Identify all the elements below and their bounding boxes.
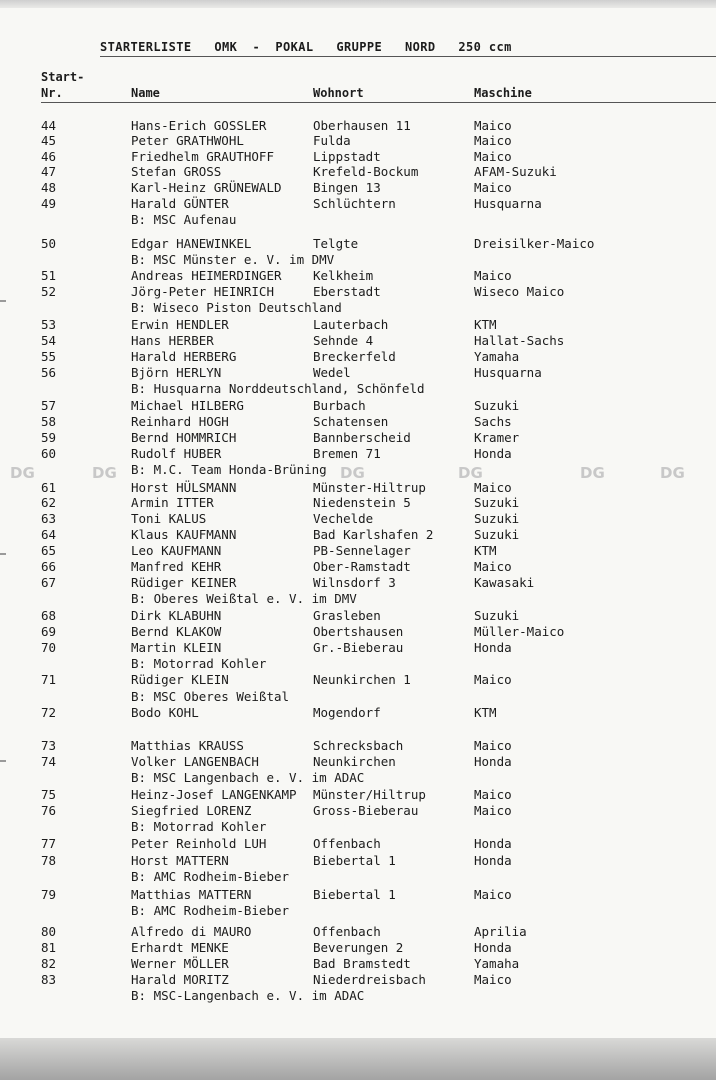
maschine: KTM xyxy=(474,543,497,558)
rider-name: Horst HÜLSMANN xyxy=(131,480,237,495)
table-row xyxy=(0,317,716,332)
table-row xyxy=(0,480,716,495)
table-row xyxy=(0,511,716,526)
table-row xyxy=(0,430,716,445)
start-number: 48 xyxy=(41,180,57,195)
start-number: 74 xyxy=(41,754,57,769)
start-number: 65 xyxy=(41,543,57,558)
sponsor-note: B: MSC-Langenbach e. V. im ADAC xyxy=(131,988,365,1003)
maschine: Maico xyxy=(474,149,512,164)
start-number: 54 xyxy=(41,333,57,348)
table-row xyxy=(0,414,716,429)
maschine: Honda xyxy=(474,853,512,868)
bleed-through-watermark-band: DG DG DG DG DG DG xyxy=(10,464,685,482)
table-row xyxy=(0,196,716,211)
wohnort: Bad Bramstedt xyxy=(313,956,411,971)
maschine: Aprilia xyxy=(474,924,527,939)
maschine: Maico xyxy=(474,972,512,987)
col-header-name: Name xyxy=(131,86,160,100)
wohnort: Wedel xyxy=(313,365,351,380)
start-number: 82 xyxy=(41,956,57,971)
wohnort: Gr.-Bieberau xyxy=(313,640,404,655)
rider-name: Volker LANGENBACH xyxy=(131,754,259,769)
header-underline xyxy=(41,102,716,103)
maschine: Suzuki xyxy=(474,527,520,542)
rider-name: Matthias KRAUSS xyxy=(131,738,244,753)
wohnort: Burbach xyxy=(313,398,366,413)
wohnort: Neunkirchen xyxy=(313,754,396,769)
rider-name: Reinhard HOGH xyxy=(131,414,229,429)
wohnort: Münster/Hiltrup xyxy=(313,787,426,802)
table-row xyxy=(0,836,716,851)
start-number: 57 xyxy=(41,398,57,413)
rider-name: Werner MÖLLER xyxy=(131,956,229,971)
rider-name: Andreas HEIMERDINGER xyxy=(131,268,282,283)
maschine: Hallat-Sachs xyxy=(474,333,565,348)
start-number: 66 xyxy=(41,559,57,574)
start-number: 44 xyxy=(41,118,57,133)
table-row xyxy=(0,672,716,687)
start-number: 72 xyxy=(41,705,57,720)
rider-name: Leo KAUFMANN xyxy=(131,543,222,558)
table-row xyxy=(0,972,716,987)
table-row xyxy=(0,180,716,195)
table-row xyxy=(0,527,716,542)
wohnort: Niederdreisbach xyxy=(313,972,426,987)
rider-name: Armin ITTER xyxy=(131,495,214,510)
col-header-wohnort: Wohnort xyxy=(313,86,364,100)
rider-name: Horst MATTERN xyxy=(131,853,229,868)
wohnort: Eberstadt xyxy=(313,284,381,299)
sponsor-note-row xyxy=(0,770,716,785)
wohnort: Fulda xyxy=(313,133,351,148)
rider-name: Hans-Erich GOSSLER xyxy=(131,118,267,133)
table-row xyxy=(0,803,716,818)
maschine: Maico xyxy=(474,118,512,133)
wohnort: Obertshausen xyxy=(313,624,404,639)
start-number: 69 xyxy=(41,624,57,639)
sponsor-note-row xyxy=(0,988,716,1003)
maschine: Sachs xyxy=(474,414,512,429)
rider-name: Rudolf HUBER xyxy=(131,446,222,461)
maschine: Suzuki xyxy=(474,495,520,510)
sponsor-note-row xyxy=(0,819,716,834)
start-number: 81 xyxy=(41,940,57,955)
start-number: 75 xyxy=(41,787,57,802)
maschine: Suzuki xyxy=(474,511,520,526)
maschine: Maico xyxy=(474,559,512,574)
wohnort: Sehnde 4 xyxy=(313,333,374,348)
start-number: 62 xyxy=(41,495,57,510)
table-row xyxy=(0,559,716,574)
rider-name: Heinz-Josef LANGENKAMP xyxy=(131,787,297,802)
wohnort: Schatensen xyxy=(313,414,389,429)
wohnort: Biebertal 1 xyxy=(313,887,396,902)
maschine: Honda xyxy=(474,940,512,955)
start-number: 51 xyxy=(41,268,57,283)
maschine: Maico xyxy=(474,738,512,753)
table-row xyxy=(0,956,716,971)
table-row xyxy=(0,365,716,380)
rider-name: Edgar HANEWINKEL xyxy=(131,236,252,251)
table-row xyxy=(0,149,716,164)
maschine: Honda xyxy=(474,754,512,769)
rider-name: Erhardt MENKE xyxy=(131,940,229,955)
rider-name: Stefan GROSS xyxy=(131,164,222,179)
table-row xyxy=(0,624,716,639)
wohnort: Bingen 13 xyxy=(313,180,381,195)
maschine: Maico xyxy=(474,133,512,148)
list-title: STARTERLISTE OMK - POKAL GRUPPE NORD 250 ccm xyxy=(100,40,512,54)
table-row xyxy=(0,705,716,720)
table-row xyxy=(0,118,716,133)
maschine: Suzuki xyxy=(474,608,520,623)
start-number: 77 xyxy=(41,836,57,851)
rider-name: Dirk KLABUHN xyxy=(131,608,222,623)
sponsor-note-row xyxy=(0,381,716,396)
rider-name: Toni KALUS xyxy=(131,511,207,526)
table-row xyxy=(0,495,716,510)
rider-name: Friedhelm GRAUTHOFF xyxy=(131,149,274,164)
rider-name: Michael HILBERG xyxy=(131,398,244,413)
rider-name: Martin KLEIN xyxy=(131,640,222,655)
maschine: Wiseco Maico xyxy=(474,284,565,299)
maschine: Honda xyxy=(474,640,512,655)
wohnort: Breckerfeld xyxy=(313,349,396,364)
sponsor-note-row xyxy=(0,656,716,671)
maschine: Maico xyxy=(474,787,512,802)
wohnort: Beverungen 2 xyxy=(313,940,404,955)
sponsor-note: B: MSC Oberes Weißtal xyxy=(131,689,290,704)
rider-name: Harald HERBERG xyxy=(131,349,237,364)
sponsor-note-row xyxy=(0,689,716,704)
rider-name: Peter GRATHWOHL xyxy=(131,133,244,148)
rider-name: Karl-Heinz GRÜNEWALD xyxy=(131,180,282,195)
start-number: 50 xyxy=(41,236,57,251)
wohnort: Neunkirchen 1 xyxy=(313,672,411,687)
start-number: 53 xyxy=(41,317,57,332)
wohnort: Bremen 71 xyxy=(313,446,381,461)
table-row xyxy=(0,284,716,299)
wohnort: Lauterbach xyxy=(313,317,389,332)
start-number: 78 xyxy=(41,853,57,868)
maschine: Maico xyxy=(474,268,512,283)
rider-name: Peter Reinhold LUH xyxy=(131,836,267,851)
maschine: Husquarna xyxy=(474,196,542,211)
wohnort: Gross-Bieberau xyxy=(313,803,419,818)
scan-bottom-edge xyxy=(0,1038,716,1080)
start-number: 76 xyxy=(41,803,57,818)
wohnort: Schrecksbach xyxy=(313,738,404,753)
col-header-maschine: Maschine xyxy=(474,86,532,100)
start-number: 56 xyxy=(41,365,57,380)
rider-name: Rüdiger KLEIN xyxy=(131,672,229,687)
maschine: Maico xyxy=(474,480,512,495)
table-row xyxy=(0,787,716,802)
start-number: 79 xyxy=(41,887,57,902)
start-number: 52 xyxy=(41,284,57,299)
table-row xyxy=(0,853,716,868)
maschine: Yamaha xyxy=(474,349,520,364)
rider-name: Manfred KEHR xyxy=(131,559,222,574)
table-row xyxy=(0,640,716,655)
table-row xyxy=(0,349,716,364)
sponsor-note-row xyxy=(0,300,716,315)
start-number: 73 xyxy=(41,738,57,753)
rider-name: Jörg-Peter HEINRICH xyxy=(131,284,274,299)
wohnort: Ober-Ramstadt xyxy=(313,559,411,574)
start-number: 59 xyxy=(41,430,57,445)
start-number: 45 xyxy=(41,133,57,148)
start-number: 47 xyxy=(41,164,57,179)
rider-name: Bodo KOHL xyxy=(131,705,199,720)
rider-name: Alfredo di MAURO xyxy=(131,924,252,939)
sponsor-note-row xyxy=(0,869,716,884)
start-number: 83 xyxy=(41,972,57,987)
sponsor-note: B: AMC Rodheim-Bieber xyxy=(131,903,290,918)
table-row xyxy=(0,446,716,461)
maschine: AFAM-Suzuki xyxy=(474,164,557,179)
start-number: 64 xyxy=(41,527,57,542)
maschine: Honda xyxy=(474,836,512,851)
start-number: 58 xyxy=(41,414,57,429)
sponsor-note-row xyxy=(0,252,716,267)
rider-name: Bernd HOMMRICH xyxy=(131,430,237,445)
table-row xyxy=(0,133,716,148)
start-number: 49 xyxy=(41,196,57,211)
sponsor-note: B: MSC Münster e. V. im DMV xyxy=(131,252,335,267)
rider-name: Klaus KAUFMANN xyxy=(131,527,237,542)
col-header-startnr-line1: Start- xyxy=(41,70,85,84)
sponsor-note-row xyxy=(0,903,716,918)
sponsor-note: B: Husquarna Norddeutschland, Schönfeld xyxy=(131,381,425,396)
maschine: Maico xyxy=(474,887,512,902)
table-row xyxy=(0,398,716,413)
wohnort: PB-Sennelager xyxy=(313,543,411,558)
start-number: 60 xyxy=(41,446,57,461)
table-row xyxy=(0,575,716,590)
wohnort: Offenbach xyxy=(313,924,381,939)
start-number: 70 xyxy=(41,640,57,655)
wohnort: Kelkheim xyxy=(313,268,374,283)
maschine: Dreisilker-Maico xyxy=(474,236,595,251)
maschine: Yamaha xyxy=(474,956,520,971)
sponsor-note: B: MSC Langenbach e. V. im ADAC xyxy=(131,770,365,785)
rider-name: Björn HERLYN xyxy=(131,365,222,380)
wohnort: Schlüchtern xyxy=(313,196,396,211)
maschine: Maico xyxy=(474,672,512,687)
maschine: Kramer xyxy=(474,430,520,445)
rider-name: Siegfried LORENZ xyxy=(131,803,252,818)
maschine: Honda xyxy=(474,446,512,461)
maschine: Müller-Maico xyxy=(474,624,565,639)
start-number: 68 xyxy=(41,608,57,623)
maschine: Husquarna xyxy=(474,365,542,380)
wohnort: Lippstadt xyxy=(313,149,381,164)
maschine: KTM xyxy=(474,705,497,720)
sponsor-note-row xyxy=(0,462,716,477)
table-row xyxy=(0,924,716,939)
wohnort: Krefeld-Bockum xyxy=(313,164,419,179)
wohnort: Bad Karlshafen 2 xyxy=(313,527,434,542)
wohnort: Münster-Hiltrup xyxy=(313,480,426,495)
maschine: Suzuki xyxy=(474,398,520,413)
maschine: KTM xyxy=(474,317,497,332)
wohnort: Grasleben xyxy=(313,608,381,623)
sponsor-note: B: Wiseco Piston Deutschland xyxy=(131,300,342,315)
maschine: Maico xyxy=(474,180,512,195)
start-number: 55 xyxy=(41,349,57,364)
col-header-startnr-line2: Nr. xyxy=(41,86,63,100)
sponsor-note: B: Motorrad Kohler xyxy=(131,819,267,834)
table-row xyxy=(0,754,716,769)
sponsor-note: B: AMC Rodheim-Bieber xyxy=(131,869,290,884)
sponsor-note: B: Motorrad Kohler xyxy=(131,656,267,671)
sponsor-note: B: MSC Aufenau xyxy=(131,212,237,227)
rider-name: Rüdiger KEINER xyxy=(131,575,237,590)
table-row xyxy=(0,608,716,623)
wohnort: Bannberscheid xyxy=(313,430,411,445)
title-underline xyxy=(100,56,716,57)
rider-name: Harald GÜNTER xyxy=(131,196,229,211)
wohnort: Oberhausen 11 xyxy=(313,118,411,133)
table-row xyxy=(0,887,716,902)
start-number: 63 xyxy=(41,511,57,526)
table-row xyxy=(0,333,716,348)
rider-name: Erwin HENDLER xyxy=(131,317,229,332)
rider-name: Harald MORITZ xyxy=(131,972,229,987)
maschine: Kawasaki xyxy=(474,575,535,590)
wohnort: Telgte xyxy=(313,236,359,251)
wohnort: Niedenstein 5 xyxy=(313,495,411,510)
rider-name: Bernd KLAKOW xyxy=(131,624,222,639)
wohnort: Biebertal 1 xyxy=(313,853,396,868)
wohnort: Vechelde xyxy=(313,511,374,526)
table-row xyxy=(0,543,716,558)
start-number: 67 xyxy=(41,575,57,590)
table-row xyxy=(0,236,716,251)
sponsor-note-row xyxy=(0,212,716,227)
table-row xyxy=(0,940,716,955)
rider-name: Matthias MATTERN xyxy=(131,887,252,902)
maschine: Maico xyxy=(474,803,512,818)
sponsor-note-row xyxy=(0,591,716,606)
table-row xyxy=(0,164,716,179)
wohnort: Wilnsdorf 3 xyxy=(313,575,396,590)
wohnort: Offenbach xyxy=(313,836,381,851)
start-number: 80 xyxy=(41,924,57,939)
sponsor-note: B: Oberes Weißtal e. V. im DMV xyxy=(131,591,357,606)
start-number: 61 xyxy=(41,480,57,495)
table-row xyxy=(0,738,716,753)
wohnort: Mogendorf xyxy=(313,705,381,720)
sponsor-note: B: M.C. Team Honda-Brüning xyxy=(131,462,327,477)
start-number: 46 xyxy=(41,149,57,164)
start-number: 71 xyxy=(41,672,57,687)
table-row xyxy=(0,268,716,283)
rider-name: Hans HERBER xyxy=(131,333,214,348)
